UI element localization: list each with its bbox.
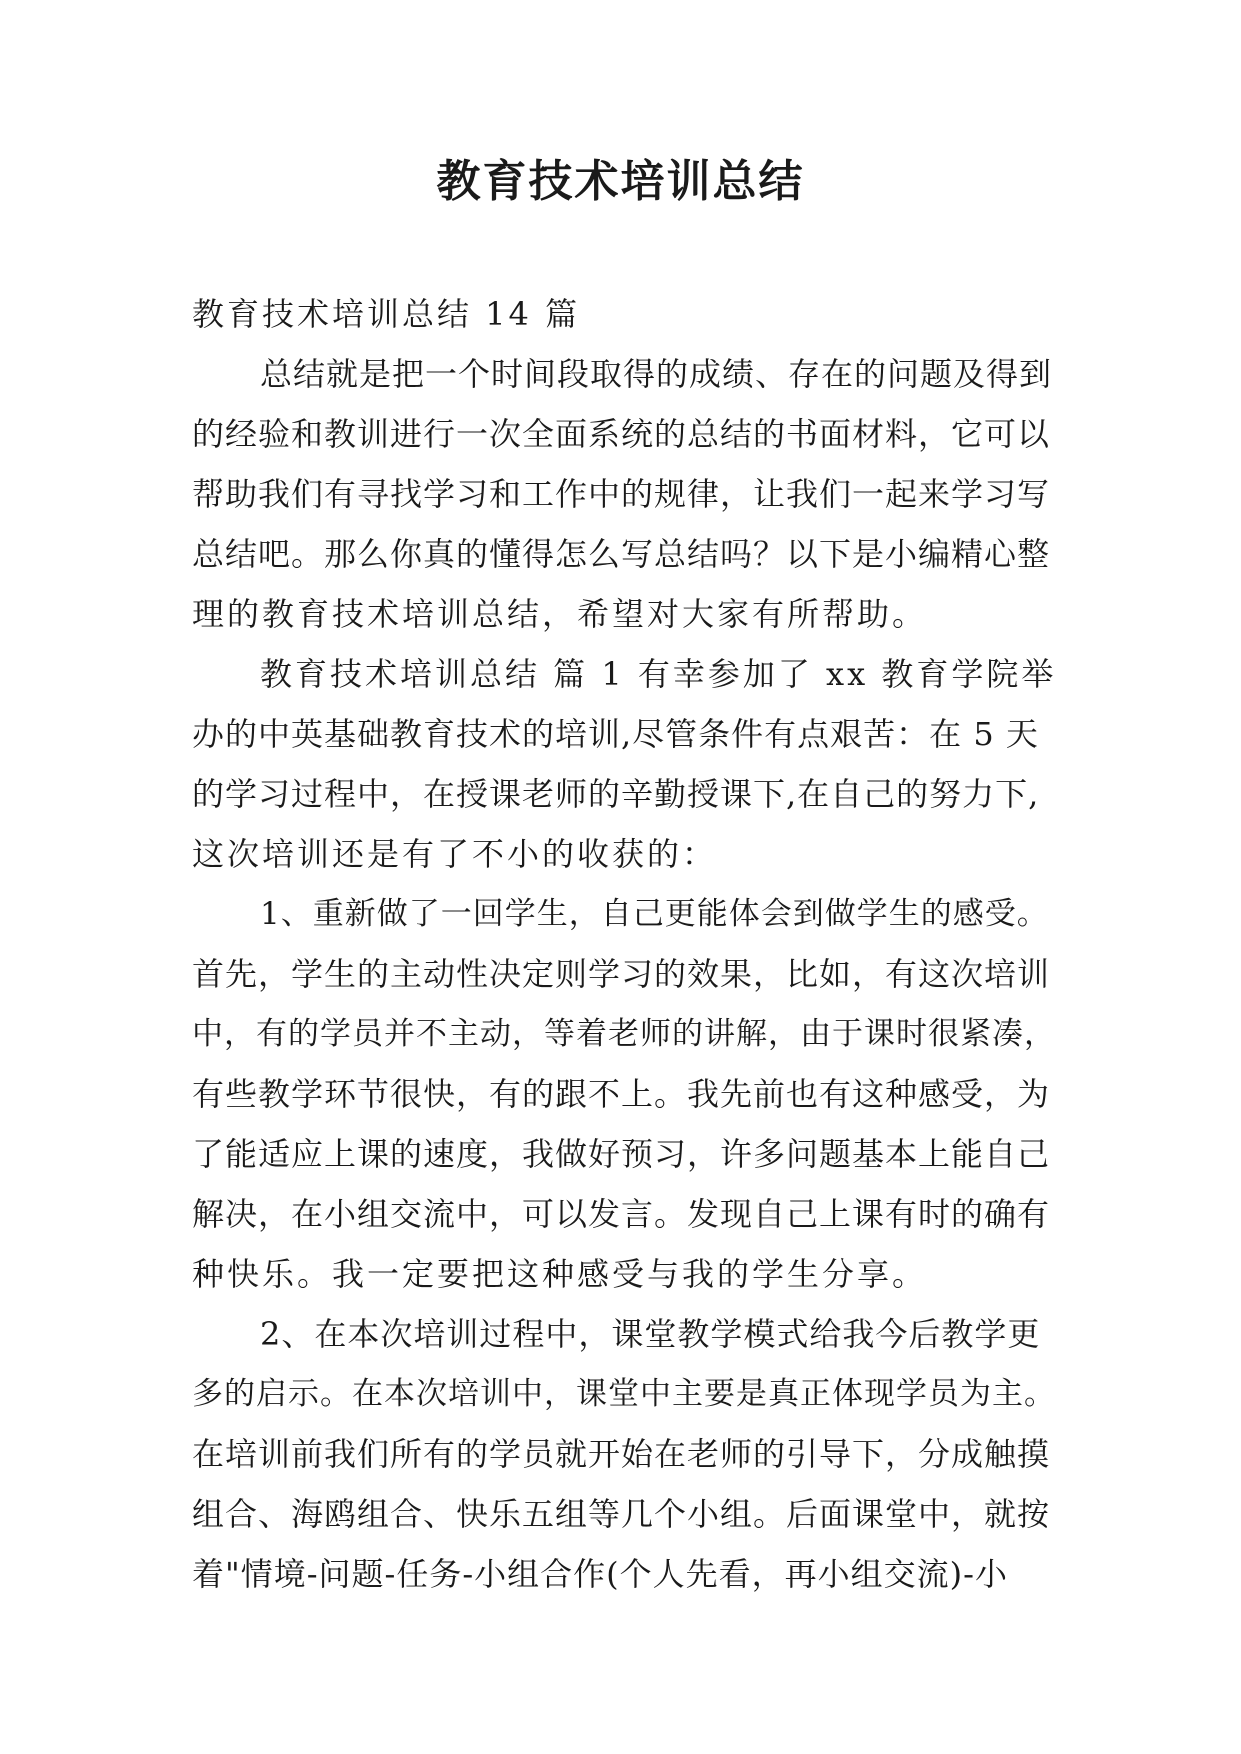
text-line: 1、重新做了一回学生，自己更能体会到做学生的感受。 (260, 896, 1049, 932)
text-line: 种快乐。我一定要把这种感受与我的学生分享。 (192, 1255, 928, 1293)
text-line: 了能适应上课的速度，我做好预习，许多问题基本上能自己 (192, 1135, 1051, 1173)
text-line: 首先，学生的主动性决定则学习的效果，比如，有这次培训 (192, 955, 1051, 993)
text-line: 这次培训还是有了不小的收获的： (192, 835, 718, 873)
text-line: 的经验和教训进行一次全面系统的总结的书面材料，它可以 (192, 415, 1051, 453)
document-body (192, 284, 1062, 1604)
text-line: 解决，在小组交流中，可以发言。发现自己上课有时的确有 (192, 1195, 1051, 1233)
document-title: 教育技术培训总结 (436, 156, 805, 207)
text-line: 着"情境-问题-任务-小组合作(个人先看，再小组交流)-小 (192, 1555, 1008, 1593)
text-line: 教育技术培训总结 14 篇 (192, 295, 581, 333)
text-line: 办的中英基础教育技术的培训,尽管条件有点艰苦：在 5 天 (192, 715, 1039, 753)
text-line: 总结吧。那么你真的懂得怎么写总结吗？以下是小编精心整 (192, 535, 1051, 573)
text-line: 的学习过程中，在授课老师的辛勤授课下,在自己的努力下, (192, 775, 1040, 813)
text-line: 2、在本次培训过程中，课堂教学模式给我今后教学更 (260, 1315, 1041, 1353)
text-line: 理的教育技术培训总结，希望对大家有所帮助。 (192, 595, 928, 633)
text-line: 组合、海鸥组合、快乐五组等几个小组。后面课堂中，就按 (192, 1495, 1051, 1533)
text-line: 帮助我们有寻找学习和工作中的规律，让我们一起来学习写 (192, 475, 1051, 513)
text-line: 在培训前我们所有的学员就开始在老师的引导下，分成触摸 (192, 1435, 1051, 1473)
text-line: 总结就是把一个时间段取得的成绩、存在的问题及得到 (260, 355, 1053, 393)
text-line: 教育技术培训总结 篇 1 有幸参加了 xx 教育学院举 (260, 655, 1057, 693)
text-line: 有些教学环节很快，有的跟不上。我先前也有这种感受，为 (192, 1075, 1051, 1113)
text-line: 多的启示。在本次培训中，课堂中主要是真正体现学员为主。 (192, 1376, 1056, 1412)
text-line: 中，有的学员并不主动，等着老师的讲解，由于课时很紧凑， (192, 1016, 1056, 1052)
